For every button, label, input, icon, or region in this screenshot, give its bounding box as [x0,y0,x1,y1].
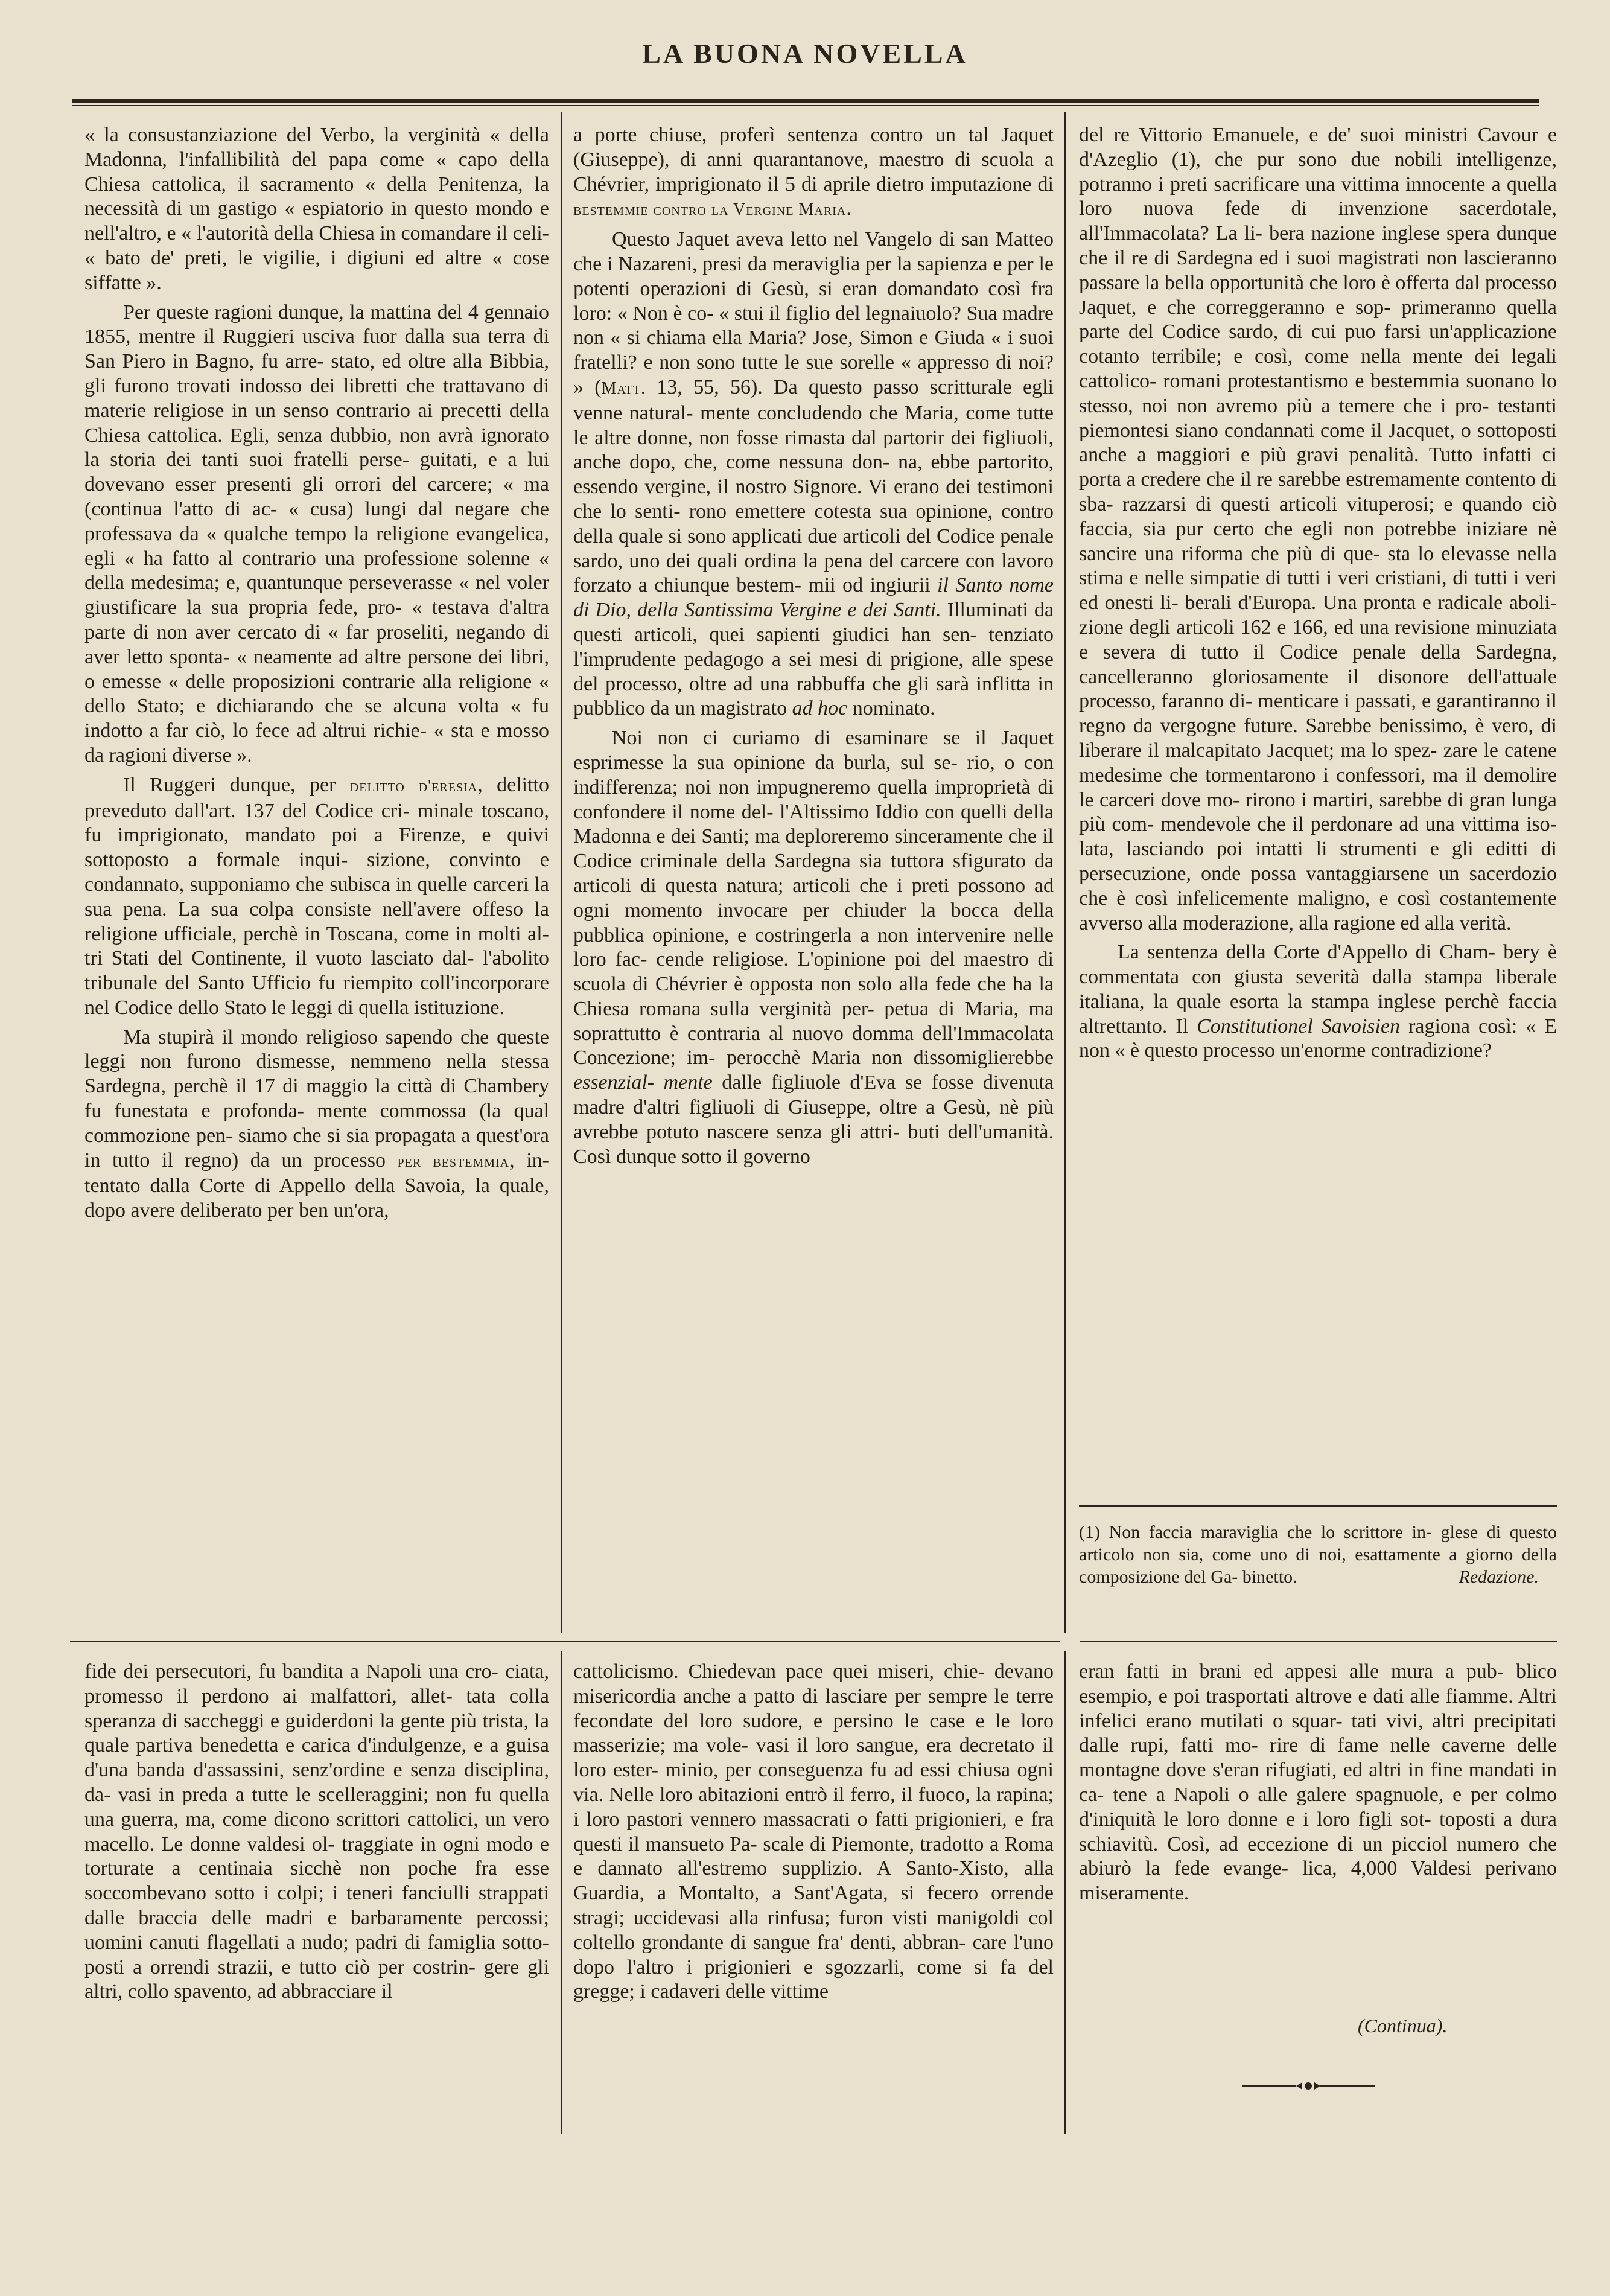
column-divider-4 [1064,1651,1066,2134]
paragraph: Ma stupirà il mondo religioso sapendo che queste leggi non furono dismesse, nemmeno nella stessa Sardegna, perchè il 17 di maggio la città di Chambery fu funestata e profonda- mente commossa (la qual commozione pen- siamo che si sia propagata a quest'ora in tutto il regno) da un processo per bestemmia, in- tentato dalla Corte di Appello della Savoia, la quale, dopo avere deliberato per ben un'ora, [84,1025,549,1222]
footnote-text: (1) Non faccia maraviglia che lo scrittore in- glese di questo articolo non sia, come uno di noi, esattamente a giorno della composizione del Ga- binetto. [1079,1522,1557,1587]
paragraph: Questo Jaquet aveva letto nel Vangelo di san Matteo che i Nazareni, presi da meraviglia per la sapienza e per le potenti operazioni di Gesù, si eran domandato così fra loro: « Non è co- « stui il figlio del legnaiuolo? Sua madre non « si chiama ella Maria? Jose, Simon e Giuda « i suoi fratelli? e non sono tutte le sue sorelle « appresso di noi? » (Matt. 13, 55, 56). Da questo passo scritturale egli venne natural- mente concludendo che Maria, come tutte le altre donne, non fosse rimasta dal partorir dei figliuoli, anche dopo, che, come nessuna don- na, ebbe partorito, essendo vergine, il nostro Signore. Vi erano dei testimoni che lo senti- rono emettere cotesta sua opinione, contro della quale si sono applicati due articoli del Codice penale sardo, uno dei quali ordina la pena del carcere con lavoro forzato a chiunque bestem- mii od ingiurii il Santo nome di Dio, della Santissima Vergine e dei Santi. Illuminati da questi articoli, quei sapienti giudici han sen- tenziato l'imprudente pedagogo a sei mesi di prigione, alle spese del processo, oltre ad una rabbuffa che gli sarà inflitta in pubblico da un magistrato ad hoc nominato. [573,228,1054,720]
paragraph: del re Vittorio Emanuele, e de' suoi ministri Cavour e d'Azeglio (1), che pur sono due nobili intelligenze, potranno i preti sacrificare una vittima innocente a quella loro nuova fede di invenzione sacerdotale, all'Immacolata? La li- bera nazione inglese spera dunque che il re di Sardegna ed i suoi magistrati non lascieranno passare la bella opportunità che loro è offerta dal processo Jaquet, e che correggeranno e sop- primeranno quella parte del Codice sardo, di cui puo farsi un'applicazione cotanto terribile; e così, come nella mente dei legali cattolico- romani protestantismo e bestemmia suonano lo stesso, noi non avremo più a temere che i pro- testanti piemontesi siano condannati come il Jacquet, o sottoposti anche a maggiori e più gravi penalità. Tutto infatti ci porta a credere che il re sarebbe estremamente contento di sba- razzarsi di questi articoli vituperosi; e quando ciò faccia, sia pur certo che egli non potrebbe iniziare nè sancire una riforma che più di que- sta lo elevasse nella stima e nelle simpatie di tutti i veri cristiani, di tutti i veri ed onesti li- berali d'Europa. Una pronta e radicale aboli- zione degli articoli 162 e 166, ed una revisione minuziata e severa di tutto il Codice penale della Sardegna, cancelleranno gloriosamente il disonore dell'attuale processo, faranno di- menticare i passati, e garantiranno il regno da vergogne future. Sarebbe benissimo, è vero, di liberare il malcapitato Jacquet; ma lo spez- zare le catene medesime che tormentarono i confessori, ma il demolire le carceri dove mo- rirono i martiri, sarebbe di gran lunga più com- mendevole che il perdonare ad una vittima iso- lata, lasciando poi intatti li strumenti e gli editti di persecuzione, onde possa vantaggiarsene un sacerdozio che è così infelicemente maligno, e così costantemente avverso alla moderazione, alla ragione ed alla verità. [1079,124,1557,934]
section-divider-right [1080,1641,1557,1642]
paragraph: cattolicismo. Chiedevan pace quei miseri, chie- devano misericordia anche a patto di lasciare per sempre le terre fecondate del loro sudore, e persino le case e le loro masserizie; ma vole- vasi il loro sangue, era decretato il loro ester- minio, per conseguenza fu ad essi chiusa ogni via. Nelle loro abitazioni entrò il ferro, il fuoco, la rapina; i loro pastori vennero massacrati o fatti prigionieri, e fra questi il mansueto Pa- scale di Piemonte, tradotto a Roma e dannato all'estremo supplizio. A Santo-Xisto, alla Guardia, a Montalto, a Sant'Agata, si fecero orrende stragi; uccidevasi alla rinfusa; furon visti manigoldi col coltello grondante di sangue fra' denti, abbran- care l'uno dopo l'altro i prigionieri e sgozzarli, come si fa del gregge; i cadaveri delle vittime [573,1660,1054,2003]
top-column-1 [84,123,549,1632]
paragraph: Noi non ci curiamo di esaminare se il Jaquet esprimesse la sua opinione da burla, sul se- rio, o con indifferenza; noi non impugneremo quella improprietà di confondere il nome del- l'Altissimo Iddio con quelli della Madonna e dei Santi; ma deploreremo sinceramente che il Codice criminale della Sardegna sia tuttora sfigurato da articoli di questa natura; articoli che i preti possono ad ogni momento invocare per chiuder la bocca della pubblica opinione, e costringerla a non intervenire nelle loro fac- cende religiose. L'opinione poi del maestro di scuola di Chévrier è opposta non solo alla fede che ha la Chiesa romana sulla verginità per- petua di Maria, ma soprattutto è contraria al nuovo domma dell'Immacolata Concezione; im- perocchè Maria non dissomiglierebbe essenzial- mente dalle figliuole d'Eva se fosse divenuta madre d'altri figliuoli di Giuseppe, oltre a Gesù, nè più avrebbe potuto nascere senza gli attri- buti dell'umanità. Così dunque sotto il governo [573,727,1054,1168]
paragraph: Per queste ragioni dunque, la mattina del 4 gennaio 1855, mentre il Ruggieri usciva fuor dalla sua terra di San Piero in Bagno, fu arre- stato, ed oltre alla Bibbia, gli furono trovati indosso dei libretti che trattavano di materie religiose in un senso contrario ai precetti della Chiesa cattolica. Egli, senza dubbio, non avrà ignorato la storia dei tanti suoi fratelli perse- guitati, e a lui dovevano esser presenti gli orrori del carcere; « ma (continua l'atto di ac- « cusa) lungi dal negare che professava da « qualche tempo la religione evangelica, egli « ha fatto al contrario una professione solenne « della medesima; e, quantunque perseverasse « nel voler giustificare la sua propria fede, pro- « testava d'altra parte di non aver cercato di « far proseliti, negando di aver letto sponta- « neamente ad altre persone dei libri, o emesse « delle proposizioni contrarie alla religione « dello Stato; e dichiarando che se alcuna volta « fu indotto a far ciò, lo fece ad altrui richie- « sta e mosso da ragioni diverse ». [84,301,549,767]
paragraph: La sentenza della Corte d'Appello di Cham- bery è commentata con giusta severità dalla stampa liberale italiana, la quale esorta la stampa inglese perchè faccia altrettanto. Il Constitutionel Savoisien ragiona così: « E non « è questo processo un'enorme contradizione? [1079,941,1557,1062]
newspaper-title: LA BUONA NOVELLA [642,38,968,69]
top-column-2 [573,123,1054,1632]
continua-label: (Continua). [1358,2015,1448,2036]
column-divider-1 [561,112,562,1633]
header-rule-thin [72,105,1539,106]
footnote-rule [1079,1505,1557,1507]
bottom-column-2 [573,1660,1054,2137]
paragraph: eran fatti in brani ed appesi alle mura a pub- blico esempio, e poi trasportati altrove e dati alle fiamme. Altri infelici erano mutilati o squar- tati vivi, altri precipitati dalle rupi, fatti mo- rire di fame nelle caverne delle montagne dove s'eran rifugiati, ed altri in fine mandati in ca- tene a Napoli o alle galere spagnuole, e per colmo d'iniquità le loro donne e i loro figli sot- toposti a dura schiavitù. Così, ad eccezione di un picciol numero che abiurò la fede evange- lica, 4,000 Valdesi perivano miseramente. [1079,1660,1557,1905]
paragraph: a porte chiuse, proferì sentenza contro un tal Jaquet (Giuseppe), di anni quarantanove, maestro di scuola a Chévrier, imprigionato il 5 di aprile dietro imputazione di bestemmie contro la Vergine Maria. [573,124,1054,220]
header-rule-thick [72,99,1539,103]
paragraph: fide dei persecutori, fu bandita a Napoli una cro- ciata, promesso il perdono ai malfattori, allet- tata colla speranza di saccheggi e guiderdoni la gente più trista, la quale partiva benedetta e carica d'indulgenze, e a guisa d'una banda d'assassini, senz'ordine e senza disciplina, da- vasi in preda a tutte le scelleraggini; non fu quella una guerra, ma, come dicono scrittori cattolici, un vero macello. Le donne valdesi ol- traggiate in ogni modo e torturate a centinaia sicchè non poche fra esse soccombevano sotto i colpi; i teneri fanciulli strappati dalle braccia delle madri e barbaramente percossi; uomini canuti flagellati a nudo; padri di famiglia sotto- posti a orrendi strazii, e tutto ciò per costrin- gere gli altri, collo spavento, ad abbracciare il [84,1660,549,2003]
bottom-column-3 [1079,1660,1557,1998]
top-column-3 [1079,123,1557,1487]
section-divider-left [70,1641,1060,1642]
bottom-column-1 [84,1660,549,2137]
column-divider-2 [1064,112,1066,1633]
footnote-signature: Redazione. [1459,1567,1539,1587]
paragraph: « la consustanziazione del Verbo, la verginità « della Madonna, l'infallibilità del papa come « capo della Chiesa cattolica, il sacramento « della Penitenza, la necessità di un gastigo « espiatorio in questo mondo e nell'altro, e « l'autorità della Chiesa in comandare il celi- « bato de' preti, le vigilie, i digiuni ed altre « cose siffatte ». [84,124,549,294]
ornament-divider [1242,2080,1375,2092]
paragraph: Il Ruggeri dunque, per delitto d'eresia, delitto preveduto dall'art. 137 del Codice cri- minale toscano, fu imprigionato, mandato poi a Firenze, e quivi sottoposto a formale inqui- sizione, convinto e condannato, supponiamo che subisca in quelle carceri la sua pena. La sua colpa consiste nell'avere offeso la religione ufficiale, perchè in Toscana, come in molti al- tri Stati del Continente, il vuoto lasciato dal- l'abolito tribunale del Santo Ufficio fu riempito coll'incorporare nel Codice dello Stato le leggi di quella istituzione. [84,773,549,1019]
column-divider-3 [561,1651,562,2134]
footnote [1079,1521,1557,1588]
